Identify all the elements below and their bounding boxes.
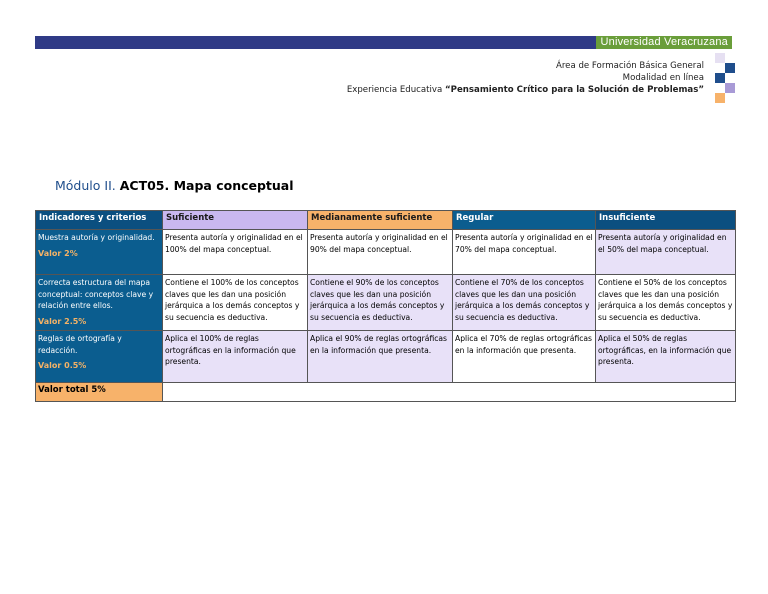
course-experience	[347, 84, 704, 96]
rubric-cell: Presenta autoría y originalidad en el 90% del mapa conceptual.	[308, 230, 453, 275]
rubric-cell: Aplica el 100% de reglas ortográficas en la información que presenta.	[163, 331, 308, 383]
table-row	[36, 275, 736, 331]
criterion-value: Valor 0.5%	[38, 361, 87, 370]
total-value: Valor total 5%	[36, 383, 163, 402]
rubric-header-row	[36, 211, 736, 230]
experience-name: “Pensamiento Crítico para la Solución de Problemas”	[445, 85, 704, 95]
rubric-cell: Contiene el 70% de los conceptos claves que les dan una posición jerárquica a los demás conceptos y su secuencia es deductiva.	[453, 275, 596, 331]
header-regular: Regular	[453, 211, 596, 230]
criterion-text: Correcta estructura del mapa conceptual: conceptos clave y relación entre ellos.	[38, 278, 154, 310]
course-info	[347, 60, 704, 96]
course-modality: Modalidad en línea	[622, 73, 704, 83]
criterion-cell	[36, 275, 163, 331]
criterion-text: Muestra autoría y originalidad.	[38, 233, 155, 242]
criterion-value: Valor 2%	[38, 248, 78, 258]
rubric-table	[35, 210, 736, 402]
activity-label: ACT05. Mapa conceptual	[119, 178, 294, 193]
logo-squares	[711, 53, 739, 103]
criterion-cell	[36, 230, 163, 275]
rubric-cell: Presenta autoría y originalidad en el 100% del mapa conceptual.	[163, 230, 308, 275]
experience-prefix: Experiencia Educativa	[346, 85, 446, 95]
rubric-cell: Aplica el 50% de reglas ortográficas, en la información que presenta.	[596, 331, 736, 383]
page-title	[55, 178, 294, 193]
university-name: Universidad Veracruzana	[596, 36, 732, 49]
rubric-cell: Contiene el 50% de los conceptos claves que les dan una posición jerárquica a los demás conceptos y su secuencia es deductiva.	[596, 275, 736, 331]
header-bar	[35, 36, 732, 49]
rubric-cell: Contiene el 100% de los conceptos claves que les dan una posición jerárquica a los demás conceptos y su secuencia es deductiva.	[163, 275, 308, 331]
rubric-cell: Aplica el 70% de reglas ortográficas en la información que presenta.	[453, 331, 596, 383]
header-insuficiente: Insuficiente	[596, 211, 736, 230]
table-row	[36, 230, 736, 275]
total-row	[36, 383, 736, 402]
header-suficiente: Suficiente	[163, 211, 308, 230]
rubric-cell: Presenta autoría y originalidad en el 50% del mapa conceptual.	[596, 230, 736, 275]
course-area: Área de Formación Básica General	[555, 61, 704, 71]
rubric-cell: Presenta autoría y originalidad en el 70% del mapa conceptual.	[453, 230, 596, 275]
total-empty-cell	[163, 383, 736, 402]
rubric-cell: Aplica el 90% de reglas ortográficas en la información que presenta.	[308, 331, 453, 383]
header-medianamente: Medianamente suficiente	[308, 211, 453, 230]
rubric-cell: Contiene el 90% de los conceptos claves que les dan una posición jerárquica a los demás conceptos y su secuencia es deductiva.	[308, 275, 453, 331]
table-row	[36, 331, 736, 383]
module-label: Módulo II.	[55, 178, 116, 193]
header-criteria: Indicadores y criterios	[36, 211, 163, 230]
criterion-text: Reglas de ortografía y redacción.	[38, 334, 122, 355]
criterion-cell	[36, 331, 163, 383]
criterion-value: Valor 2.5%	[38, 316, 87, 326]
